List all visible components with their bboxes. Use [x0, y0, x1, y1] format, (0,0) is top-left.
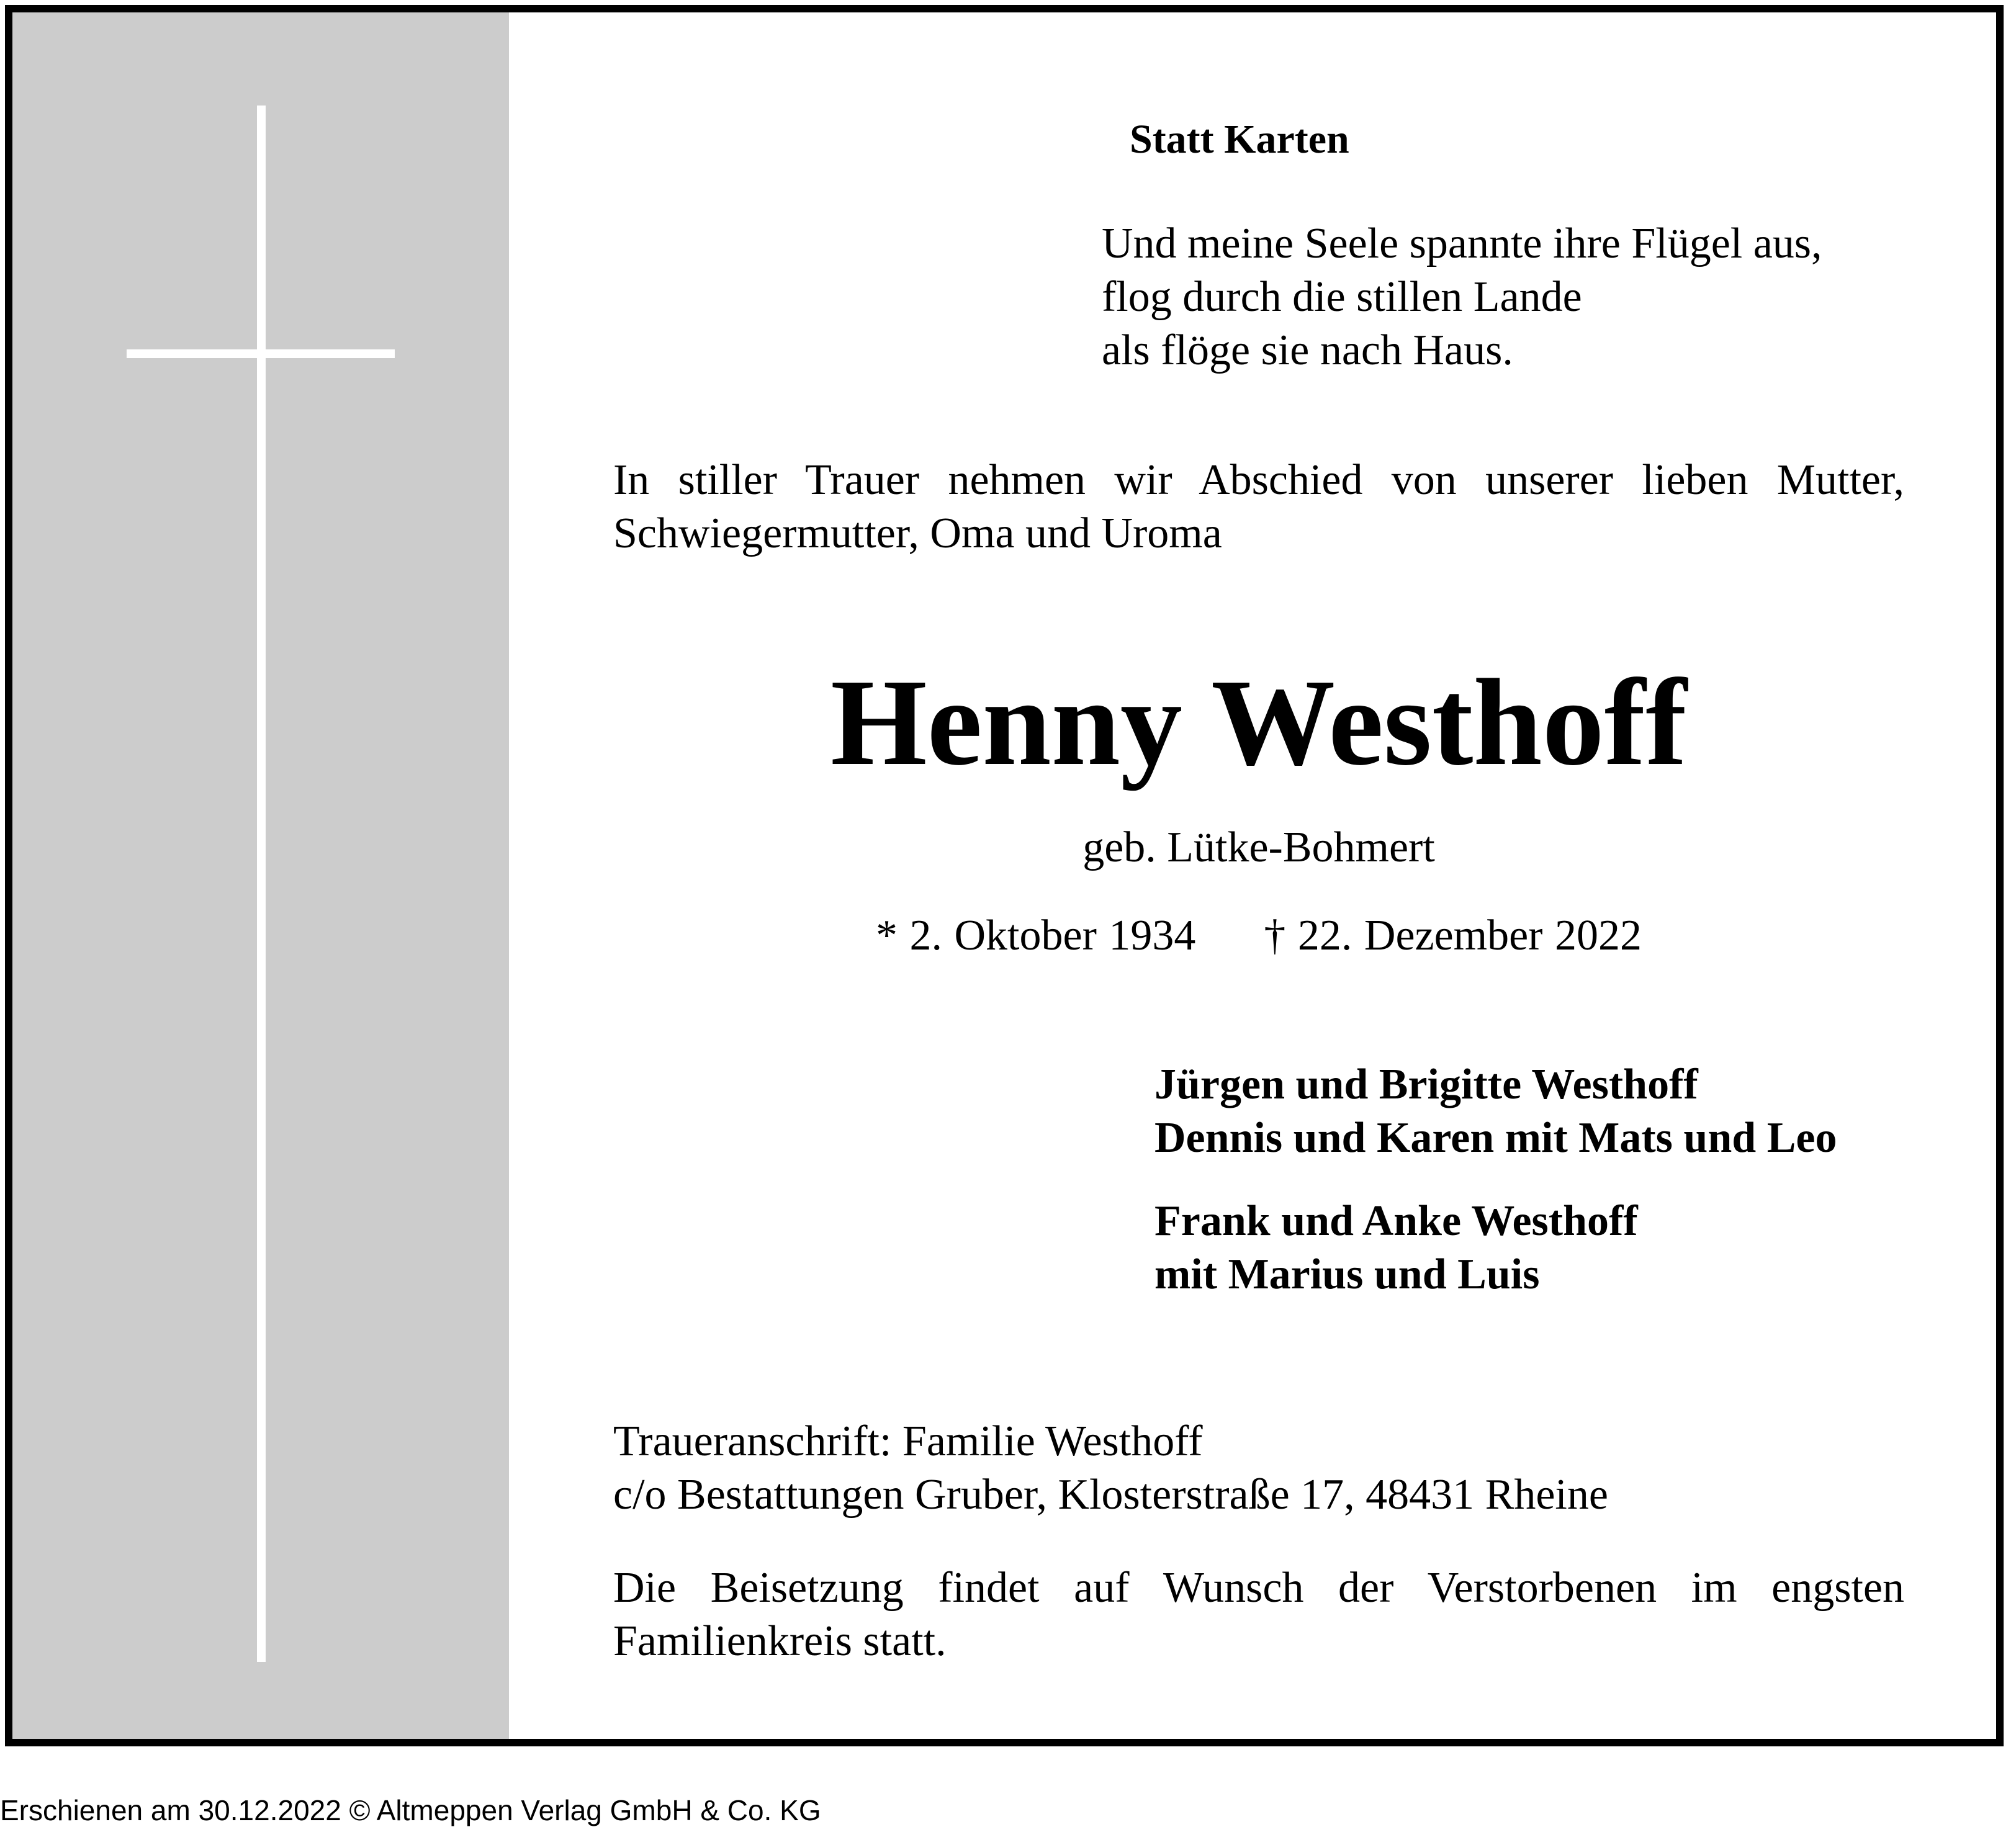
poem-line: als flöge sie nach Haus. — [1102, 326, 1513, 374]
intro-text: In stiller Trauer nehmen wir Abschied von unserer lieben Mutter, Schwiegermutter, Oma und Uroma — [613, 456, 1904, 557]
poem-line: Und meine Seele spannte ihre Flügel aus, — [1102, 220, 1822, 267]
publication-footer: Erschienen am 30.12.2022 © Altmeppen Verlag GmbH & Co. KG — [0, 1794, 821, 1826]
mourning-address — [613, 1415, 1608, 1522]
sidebar-panel — [12, 12, 509, 1739]
life-dates — [613, 907, 1904, 964]
poem-line: flog durch die stillen Lande — [1102, 273, 1582, 321]
mourner-line: mit Marius und Luis — [1154, 1251, 1540, 1298]
cross-vertical-bar — [257, 106, 266, 1662]
address-line: c/o Bestattungen Gruber, Klosterstraße 17, 48431 Rheine — [613, 1471, 1608, 1519]
mourners-group-1 — [1154, 1058, 1837, 1165]
mourner-line: Frank und Anke Westhoff — [1154, 1197, 1638, 1245]
obituary-frame — [5, 5, 2004, 1746]
address-line: Traueranschrift: Familie Westhoff — [613, 1417, 1203, 1465]
deceased-name: Henny Westhoff — [830, 654, 1687, 791]
death-date: † 22. Dezember 2022 — [1264, 912, 1642, 959]
poem — [1102, 217, 1822, 377]
cross-horizontal-bar — [127, 349, 395, 358]
maiden-name: geb. Lütke-Bohmert — [1082, 824, 1435, 871]
statt-karten-heading: Statt Karten — [1130, 117, 1349, 162]
mourner-line: Dennis und Karen mit Mats und Leo — [1154, 1114, 1837, 1162]
mourners-group-2 — [1154, 1195, 1638, 1301]
mourner-line: Jürgen und Brigitte Westhoff — [1154, 1061, 1698, 1108]
birth-date: * 2. Oktober 1934 — [876, 912, 1196, 959]
burial-note: Die Beisetzung findet auf Wunsch der Verstorbenen im engsten Familienkreis statt. — [613, 1564, 1904, 1665]
